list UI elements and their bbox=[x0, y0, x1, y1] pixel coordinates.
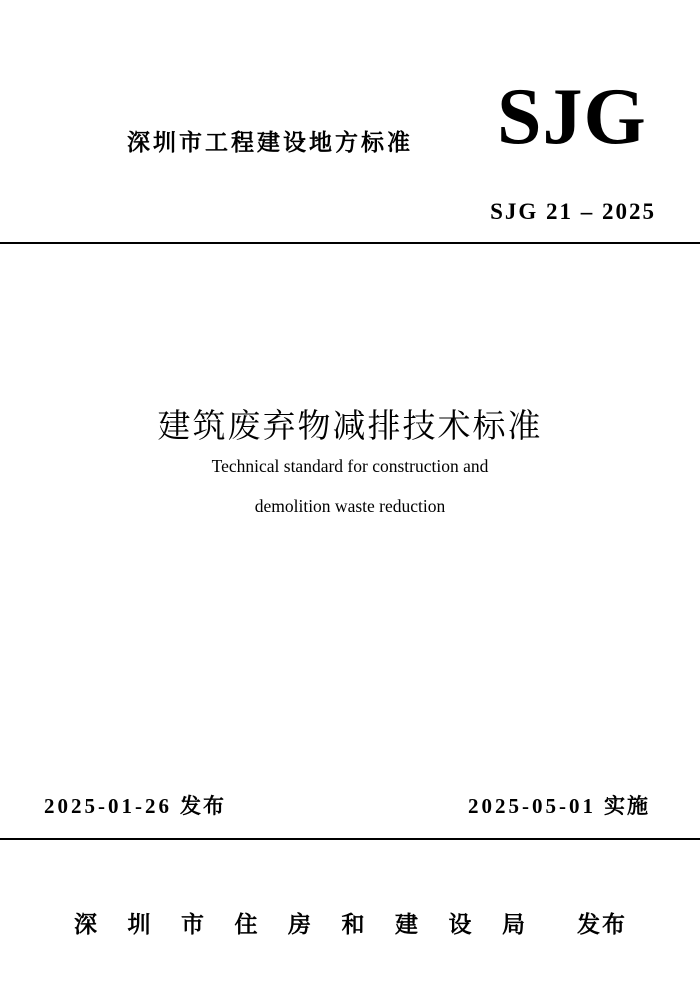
standard-series-label: 深圳市工程建设地方标准 bbox=[127, 130, 413, 156]
title-chinese: 建筑废弃物减排技术标准 bbox=[157, 406, 543, 445]
title-english-line-2: demolition waste reduction bbox=[254, 496, 446, 516]
release-date: 2025-01-26 bbox=[44, 794, 172, 818]
release-date-block bbox=[44, 790, 226, 820]
standard-number: SJG 21 – 2025 bbox=[490, 199, 656, 224]
implementation-date: 2025-05-01 bbox=[468, 794, 596, 818]
release-label: 发布 bbox=[180, 794, 226, 818]
implementation-date-block bbox=[468, 790, 650, 820]
top-divider bbox=[0, 242, 700, 244]
bottom-divider bbox=[0, 838, 700, 840]
implementation-label: 实施 bbox=[604, 794, 650, 818]
title-english-line-1: Technical standard for construction and bbox=[211, 456, 489, 476]
issuing-authority: 深圳市住房和建设局 bbox=[74, 912, 556, 938]
issue-label: 发布 bbox=[577, 912, 627, 938]
sjg-logo: SJG bbox=[497, 73, 647, 161]
